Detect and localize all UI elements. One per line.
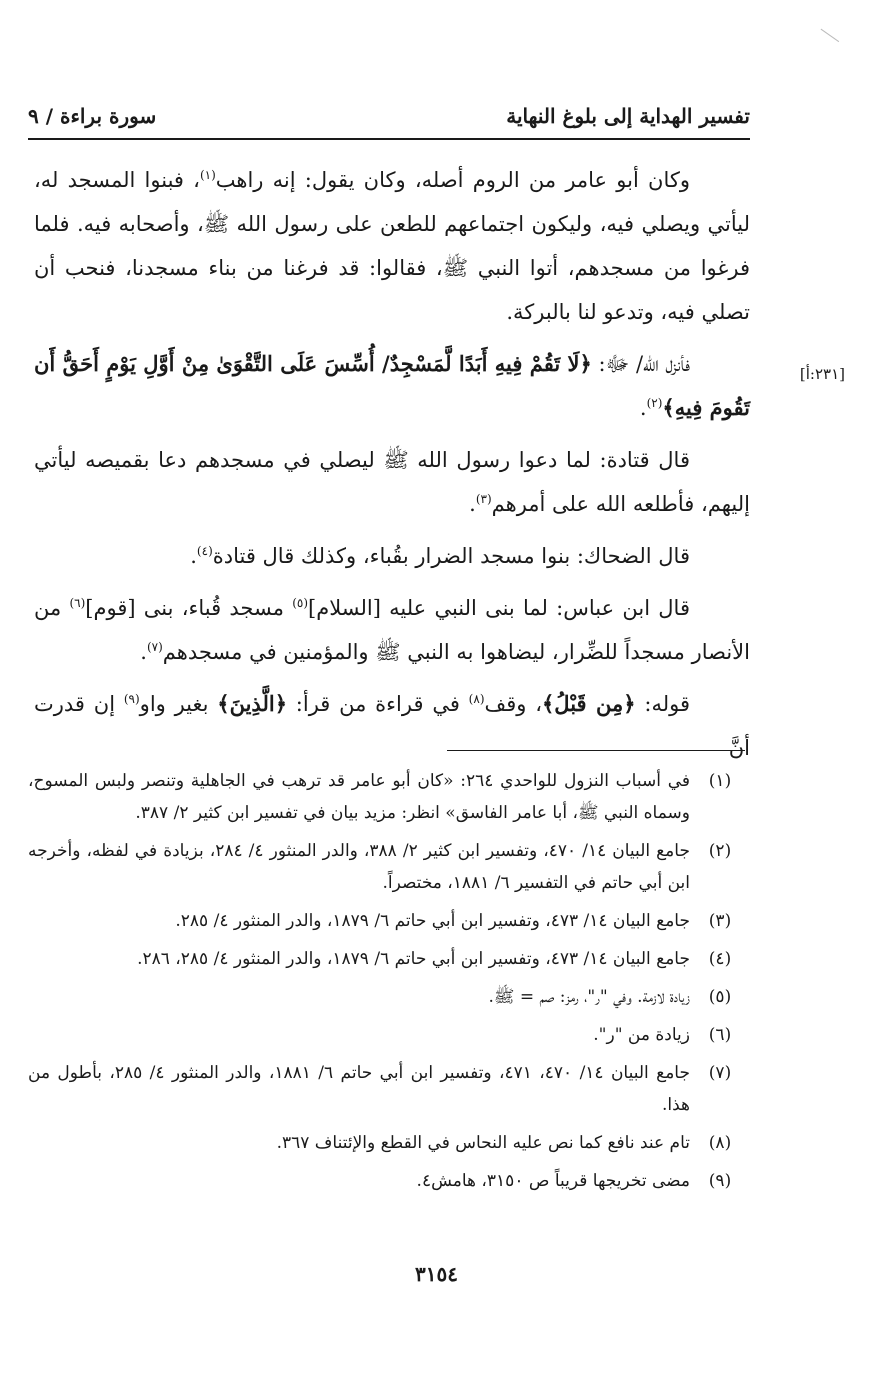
- footnote-text: مضى تخريجها قريباً ص ٣١٥٠، هامش٤.: [416, 1171, 690, 1191]
- book-title: تفسير الهداية إلى بلوغ النهاية: [506, 104, 750, 128]
- footnote-number: (٣): [708, 911, 732, 931]
- footnote-text: جامع البيان ١٤/ ٤٧٣، وتفسير ابن أبي حاتم ٦/ ١٨٧٩، والدر المنثور ٤/ ٢٨٥، ٢٨٦.: [137, 949, 690, 969]
- footnote-separator: [447, 750, 745, 751]
- footnote-4: [28, 943, 750, 975]
- footnote-ref-1[interactable]: (١): [199, 168, 216, 182]
- footnote-3: [28, 905, 750, 937]
- manuscript-reference: [٢٣١:أ]: [799, 365, 845, 383]
- footnote-number: (٦): [708, 1025, 732, 1045]
- footnote-number: (٢): [708, 841, 732, 861]
- paragraph-4: قال الضحاك: بنوا مسجد الضرار بقُباء، وكذلك قال قتادة$^{(٤)}$.: [190, 544, 690, 568]
- paragraph-1: وكان أبو عامر من الروم أصله، وكان يقول: إنه راهب$^{(١)}$، فبنوا المسجد له، ليأتي ويصلي فيه، وليكون اجتماعهم للطعن على رسول الله ﷺ، وأصحابه فيه. فلما فرغوا من مسجدهم، أتوا النبي ﷺ، فقالوا: قد فرغنا من بناء مسجدنا، فنحب أن تصلي فيه، وتدعو لنا بالبركة.: [34, 168, 750, 324]
- footnote-number: (١): [708, 771, 732, 791]
- paragraph-3: قال قتادة: لما دعوا رسول الله ﷺ ليصلي في مسجدهم دعا بقميصه ليأتي إليهم، فأطلعه الله على أمرهم$^{(٣)}$.: [34, 448, 750, 516]
- main-text: [34, 158, 750, 778]
- footnote-number: (٧): [708, 1063, 732, 1083]
- footnote-5: [28, 981, 750, 1013]
- footnotes: [28, 765, 750, 1203]
- quran-word-1: ﴿مِن قَبْلُ﴾: [542, 691, 636, 716]
- quran-verse: ﴿لَا تَقُمْ فِيهِ أَبَدًا لَّمَسْجِدٌ/ أُسِّسَ عَلَى التَّقْوَىٰ مِنْ أَوَّلِ يَوْمٍ أَحَقُّ أَن تَقُومَ فِيهِ﴾: [34, 351, 750, 420]
- scan-corner-mark: [815, 29, 839, 51]
- footnote-9: [28, 1165, 750, 1197]
- paragraph-6: قوله: ﴿مِن قَبْلُ﴾، وقف$^{(٨)}$ في قراءة من قرأ: ﴿الَّذِينَ﴾ بغير واو$^{(٩)}$ إن قدرت أنَّ: [34, 691, 750, 760]
- paragraph-2: فأنزل الله/ ﷻ: ﴿لَا تَقُمْ فِيهِ أَبَدًا لَّمَسْجِدٌ/ أُسِّسَ عَلَى التَّقْوَىٰ مِنْ أَوَّلِ يَوْمٍ أَحَقُّ أَن تَقُومَ فِيهِ﴾$^{(٢)}$.: [34, 351, 750, 420]
- footnote-ref-5[interactable]: (٥): [292, 596, 309, 610]
- footnote-text: جامع البيان ١٤/ ٤٧٣، وتفسير ابن أبي حاتم ٦/ ١٨٧٩، والدر المنثور ٤/ ٢٨٥.: [175, 911, 690, 931]
- footnote-number: (٥): [708, 987, 732, 1007]
- footnote-1: [28, 765, 750, 829]
- quran-word-2: ﴿الَّذِينَ﴾: [217, 691, 287, 716]
- footnote-ref-9[interactable]: (٩): [123, 692, 140, 706]
- footnote-ref-2[interactable]: (٢): [646, 396, 663, 410]
- footnote-6: [28, 1019, 750, 1051]
- footnote-text: جامع البيان ١٤/ ٤٧٠، وتفسير ابن كثير ٢/ ٣٨٨، والدر المنثور ٤/ ٢٨٤، بزيادة في لفظه، وأخرجه ابن أبي حاتم في التفسير ٦/ ١٨٨١، مختصراً.: [28, 841, 690, 893]
- footnote-text: زيادة لازمة. وفي "ر"، رمز: صم = ﷺ.: [488, 987, 690, 1007]
- footnote-2: [28, 835, 750, 899]
- footnote-ref-4[interactable]: (٤): [196, 544, 213, 558]
- footnote-ref-3[interactable]: (٣): [475, 492, 492, 506]
- footnote-ref-8[interactable]: (٨): [468, 692, 485, 706]
- paragraph-5: قال ابن عباس: لما بنى النبي عليه [السلام]$^{(٥)}$ مسجد قُباء، بنى [قوم]$^{(٦)}$ من الأنصار مسجداً للضِّرار، ليضاهوا به النبي ﷺ والمؤمنين في مسجدهم$^{(٧)}$.: [34, 596, 750, 664]
- footnote-text: جامع البيان ١٤/ ٤٧٠، ٤٧١، وتفسير ابن أبي حاتم ٦/ ١٨٨١، والدر المنثور ٤/ ٢٨٥، بأطول من هذا.: [28, 1063, 690, 1115]
- surah-label: سورة براءة / ٩: [28, 104, 157, 128]
- footnote-ref-6[interactable]: (٦): [69, 596, 86, 610]
- footnote-number: (٤): [708, 949, 732, 969]
- footnote-number: (٨): [708, 1133, 732, 1153]
- footnote-7: [28, 1057, 750, 1121]
- footnote-text: تام عند نافع كما نص عليه النحاس في القطع والإئتناف ٣٦٧.: [276, 1133, 690, 1153]
- running-header: [28, 100, 750, 140]
- footnote-text: زيادة من "ر".: [593, 1025, 690, 1045]
- footnote-number: (٩): [708, 1171, 732, 1191]
- footnote-text: في أسباب النزول للواحدي ٢٦٤: «كان أبو عامر قد ترهب في الجاهلية وتنصر ولبس المسوح، وسماه النبي ﷺ، أبا عامر الفاسق» انظر: مزيد بيان في تفسير ابن كثير ٢/ ٣٨٧.: [28, 771, 690, 823]
- footnote-ref-7[interactable]: (٧): [146, 640, 163, 654]
- footnote-8: [28, 1127, 750, 1159]
- page-number: ٣١٥٤: [415, 1262, 458, 1286]
